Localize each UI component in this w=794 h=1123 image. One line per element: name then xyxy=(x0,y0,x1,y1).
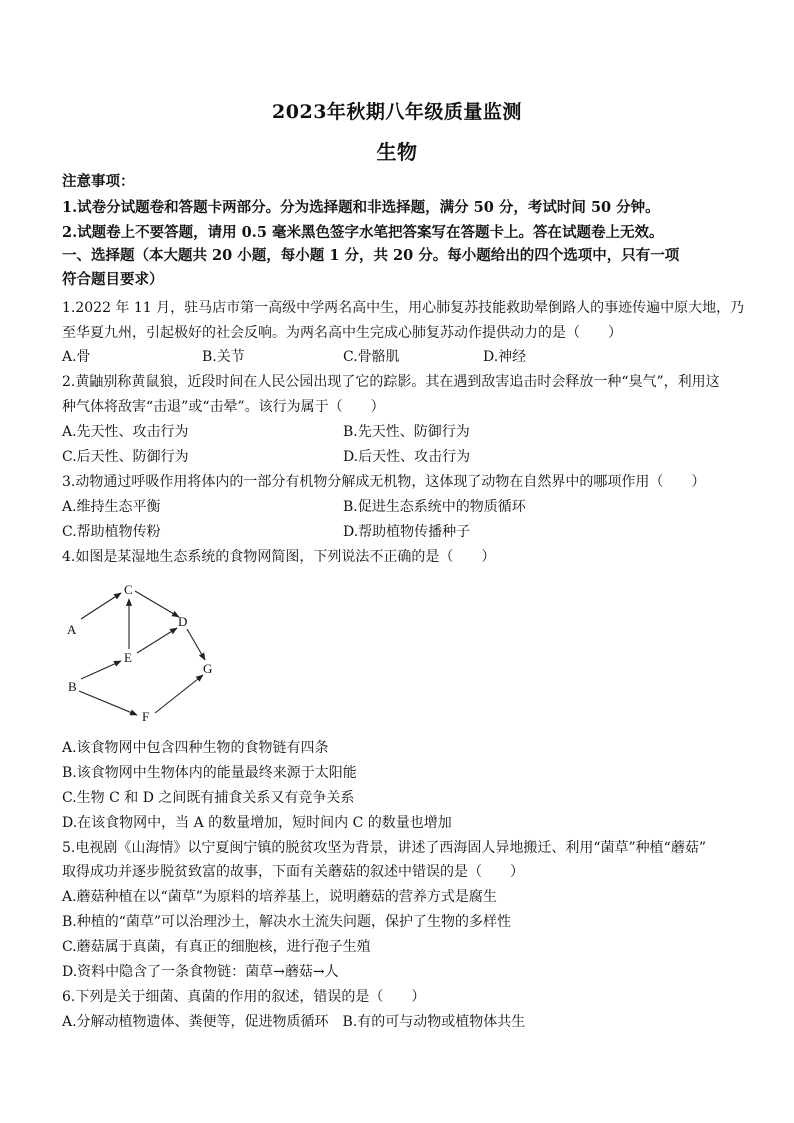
question-3-option-d: D.帮助植物传播种子 xyxy=(343,524,471,540)
question-2-option-d: D.后天性、攻击行为 xyxy=(343,449,471,465)
arrow-d-to-g xyxy=(187,629,205,660)
question-1-option-b: B.关节 xyxy=(202,349,245,365)
question-4-stem: 4.如图是某湿地生态系统的食物网简图，下列说法不正确的是（ ） xyxy=(62,549,496,565)
question-1-stem: 1.2022 年 11 月，驻马店市第一高级中学两名高中生，用心肺复苏技能救助晕倒路人的事迹传遍中原大地，乃 xyxy=(62,300,745,316)
node-a: A xyxy=(67,622,77,637)
node-b: B xyxy=(68,679,77,694)
question-3-option-a: A.维持生态平衡 xyxy=(62,499,161,515)
question-2-option-a: A.先天性、攻击行为 xyxy=(62,424,189,440)
question-5-stem-cont: 取得成功并逐步脱贫致富的故事，下面有关蘑菇的叙述中错误的是（ ） xyxy=(62,864,524,880)
question-2-option-b: B.先天性、防御行为 xyxy=(343,424,470,440)
question-2-option-c: C.后天性、防御行为 xyxy=(62,449,189,465)
question-1-stem-cont: 至华夏九州，引起极好的社会反响。为两名高中生完成心肺复苏动作提供动力的是（ ） xyxy=(62,325,622,341)
arrow-a-to-c xyxy=(81,593,121,619)
food-web-diagram xyxy=(55,575,235,730)
section-1-heading: 一、选择题（本大题共 20 小题，每小题 1 分，共 20 分。每小题给出的四个选项中，只有一项 xyxy=(62,247,680,264)
question-4-option-c: C.生物 C 和 D 之间既有捕食关系又有竞争关系 xyxy=(62,790,355,806)
question-2-stem: 2.黄鼬别称黄鼠狼，近段时间在人民公园出现了它的踪影。其在遇到敌害追击时会释放一种“臭气”，利用这 xyxy=(62,374,720,390)
arrow-e-to-d xyxy=(137,628,177,653)
node-e: E xyxy=(124,650,132,665)
arrow-f-to-g xyxy=(155,675,203,713)
question-6-stem: 6.下列是关于细菌、真菌的作用的叙述，错误的是（ ） xyxy=(62,989,426,1005)
node-g: G xyxy=(203,661,213,676)
question-1-option-c: C.骨骼肌 xyxy=(343,349,400,365)
question-5-option-b: B.种植的“菌草”可以治理沙土，解决水土流失问题，保护了生物的多样性 xyxy=(62,914,512,930)
question-6-options-ab: A.分解动植物遗体、粪便等，促进物质循环 B.有的可与动物或植物体共生 xyxy=(62,1014,526,1030)
question-1-option-d: D.神经 xyxy=(483,349,527,365)
notes-heading: 注意事项： xyxy=(62,173,135,190)
question-5-option-c: C.蘑菇属于真菌，有真正的细胞核，进行孢子生殖 xyxy=(62,939,371,955)
question-1-option-a: A.骨 xyxy=(62,349,91,365)
question-5-stem: 5.电视剧《山海情》以宁夏闽宁镇的脱贫攻坚为背景，讲述了西海固人异地搬迁、利用“菌草”种植“蘑菇” xyxy=(62,840,706,856)
notes-item-2: 2.试题卷上不要答题，请用 0.5 毫米黑色签字水笔把答案写在答题卡上。答在试题卷上无效。 xyxy=(62,224,664,241)
question-4-option-d: D.在该食物网中，当 A 的数量增加，短时间内 C 的数量也增加 xyxy=(62,815,452,831)
node-d: D xyxy=(178,614,188,629)
question-3-stem: 3.动物通过呼吸作用将体内的一部分有机物分解成无机物，这体现了动物在自然界中的哪项作用（ ） xyxy=(62,474,706,490)
node-f: F xyxy=(142,709,150,724)
question-3-option-b: B.促进生态系统中的物质循环 xyxy=(343,499,526,515)
question-2-stem-cont: 种气体将敌害“击退”或“击晕”。该行为属于（ ） xyxy=(62,399,385,415)
section-1-heading-cont: 符合题目要求） xyxy=(62,271,164,288)
question-3-option-c: C.帮助植物传粉 xyxy=(62,524,161,540)
arrow-b-to-f xyxy=(79,691,137,715)
arrow-b-to-e xyxy=(81,661,121,679)
question-4-option-a: A.该食物网中包含四种生物的食物链有四条 xyxy=(62,740,329,756)
question-5-option-d: D.资料中隐含了一条食物链：菌草→蘑菇→人 xyxy=(62,964,339,980)
node-c: C xyxy=(124,582,133,597)
question-5-option-a: A.蘑菇种植在以“菌草”为原料的培养基上，说明蘑菇的营养方式是腐生 xyxy=(62,889,497,905)
question-4-option-b: B.该食物网中生物体内的能量最终来源于太阳能 xyxy=(62,765,357,781)
exam-subject: 生物 xyxy=(376,140,418,164)
notes-item-1: 1.试卷分试题卷和答题卡两部分。分为选择题和非选择题，满分 50 分，考试时间 50 分钟。 xyxy=(62,199,660,216)
arrow-c-to-d xyxy=(135,591,179,617)
exam-title: 2023年秋期八年级质量监测 xyxy=(272,101,522,123)
